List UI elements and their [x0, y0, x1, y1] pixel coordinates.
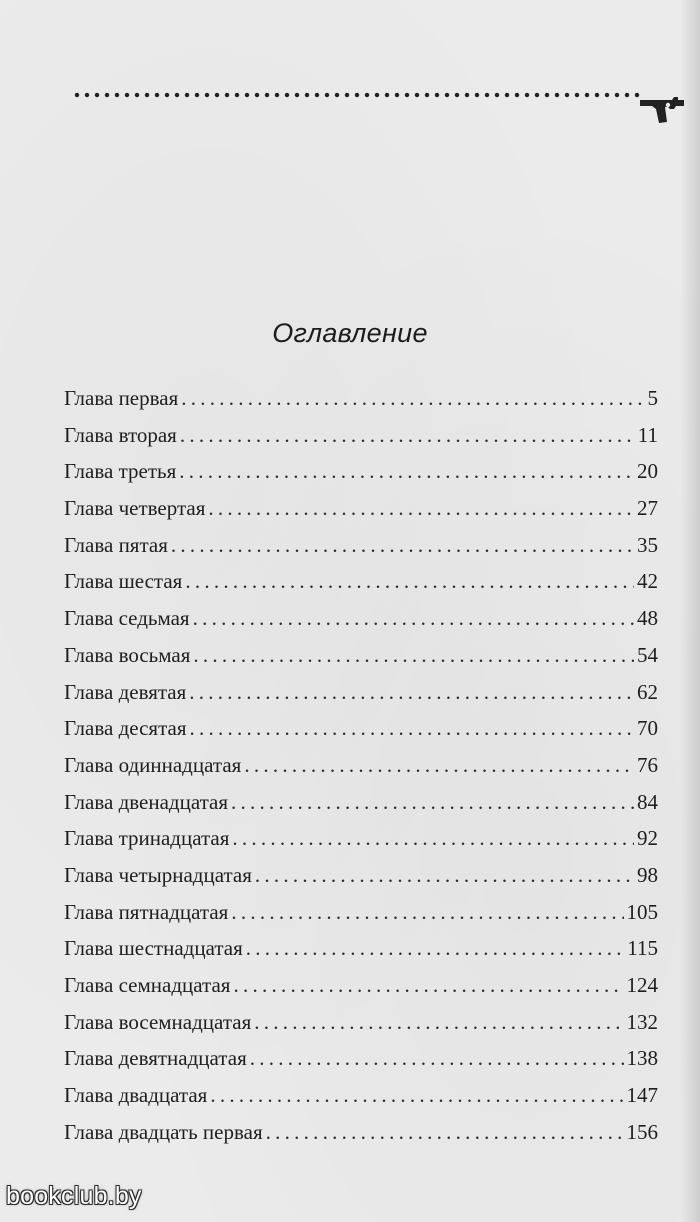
toc-dot-leader: [185, 563, 634, 600]
toc-entry: [64, 1040, 658, 1077]
toc-dot-leader: [254, 1004, 623, 1041]
toc-entry: [64, 1077, 658, 1114]
toc-dot-leader: [266, 1114, 624, 1151]
toc-dot-leader: [171, 527, 634, 564]
toc-entry: [64, 563, 658, 600]
toc-entry-label: Глава третья: [64, 459, 177, 484]
toc-entry: [64, 490, 658, 527]
toc-entry: [64, 710, 658, 747]
toc-dot-leader: [193, 637, 634, 674]
toc-dot-leader: [190, 710, 635, 747]
toc-entry-page-number: 92: [637, 826, 658, 851]
toc-dot-leader: [250, 1040, 624, 1077]
toc-entry-page-number: 147: [626, 1083, 658, 1108]
toc-entry-label: Глава двенадцатая: [64, 789, 229, 814]
toc-entry-page-number: 11: [637, 422, 658, 447]
toc-dot-leader: [179, 453, 634, 490]
toc-list: [64, 380, 658, 1150]
toc-entry-label: Глава девятая: [64, 679, 187, 704]
toc-entry-label: Глава семнадцатая: [64, 973, 231, 997]
toc-entry-label: Глава восемнадцатая: [64, 1009, 252, 1034]
toc-entry-label: Глава одиннадцатая: [64, 752, 242, 777]
toc-entry-page-number: 132: [626, 1009, 658, 1034]
toc-dot-leader: [189, 674, 634, 711]
toc-entry-label: Глава двадцать первая: [64, 1119, 263, 1144]
toc-entry: [64, 1004, 658, 1041]
toc-entry: [64, 527, 658, 564]
toc-dot-leader: [255, 857, 634, 894]
toc-entry: [64, 417, 658, 454]
toc-entry: [64, 930, 658, 967]
toc-entry-label: Глава первая: [64, 386, 179, 410]
toc-entry-page-number: 70: [637, 716, 658, 741]
toc-entry: [64, 674, 658, 711]
toc-entry: [64, 1114, 658, 1151]
toc-entry-label: Глава пятая: [64, 532, 168, 557]
toc-dot-leader: [181, 380, 644, 417]
toc-entry: [64, 967, 658, 1004]
toc-dot-leader: [208, 490, 634, 527]
toc-entry-page-number: 62: [637, 679, 658, 704]
toc-entry-page-number: 35: [637, 532, 658, 557]
toc-entry-label: Глава девятнадцатая: [64, 1046, 247, 1071]
toc-entry: [64, 600, 658, 637]
toc-dot-leader: [180, 417, 635, 454]
toc-entry: [64, 894, 658, 931]
toc-entry-label: Глава десятая: [64, 716, 187, 741]
header-dotted-rule: [72, 88, 642, 102]
pistol-icon: [638, 92, 688, 126]
toc-entry-page-number: 5: [647, 386, 658, 410]
toc-dot-leader: [233, 967, 623, 1004]
toc-entry-label: Глава четвертая: [64, 496, 206, 521]
toc-dot-leader: [232, 820, 634, 857]
toc-entry-label: Глава шестая: [64, 569, 183, 594]
toc-entry-page-number: 115: [627, 936, 658, 961]
toc-entry-page-number: 48: [637, 606, 658, 631]
toc-entry-label: Глава пятнадцатая: [64, 899, 229, 924]
toc-entry-label: Глава четырнадцатая: [64, 862, 252, 887]
watermark-text: bookclub.by: [6, 1182, 142, 1210]
toc-dot-leader: [193, 600, 634, 637]
toc-entry-label: Глава вторая: [64, 422, 177, 447]
toc-entry-label: Глава восьмая: [64, 642, 191, 667]
toc-entry: [64, 380, 658, 417]
toc-dot-leader: [231, 784, 634, 821]
toc-entry: [64, 857, 658, 894]
toc-entry-page-number: 20: [637, 459, 658, 484]
toc-dot-leader: [231, 894, 623, 931]
toc-entry-page-number: 156: [626, 1119, 658, 1144]
toc-entry-label: Глава двадцатая: [64, 1083, 208, 1108]
toc-entry-label: Глава тринадцатая: [64, 826, 230, 851]
toc-dot-leader: [246, 930, 625, 967]
toc-entry-page-number: 98: [637, 862, 658, 887]
toc-dot-leader: [244, 747, 634, 784]
toc-entry: [64, 453, 658, 490]
toc-entry-page-number: 42: [637, 569, 658, 594]
toc-entry-page-number: 124: [626, 973, 658, 997]
toc-entry-page-number: 138: [626, 1046, 658, 1071]
toc-entry: [64, 820, 658, 857]
toc-entry-page-number: 54: [637, 642, 658, 667]
toc-entry-label: Глава шестнадцатая: [64, 936, 243, 961]
page-edge-shadow: [680, 0, 700, 1222]
toc-entry: [64, 784, 658, 821]
toc-entry: [64, 637, 658, 674]
toc-entry: [64, 747, 658, 784]
toc-entry-page-number: 105: [626, 899, 658, 924]
toc-entry-page-number: 27: [637, 496, 658, 521]
toc-entry-label: Глава седьмая: [64, 606, 190, 631]
toc-title: Оглавление: [272, 318, 428, 348]
toc-dot-leader: [210, 1077, 623, 1114]
toc-entry-page-number: 84: [637, 789, 658, 814]
toc-entry-page-number: 76: [637, 752, 658, 777]
